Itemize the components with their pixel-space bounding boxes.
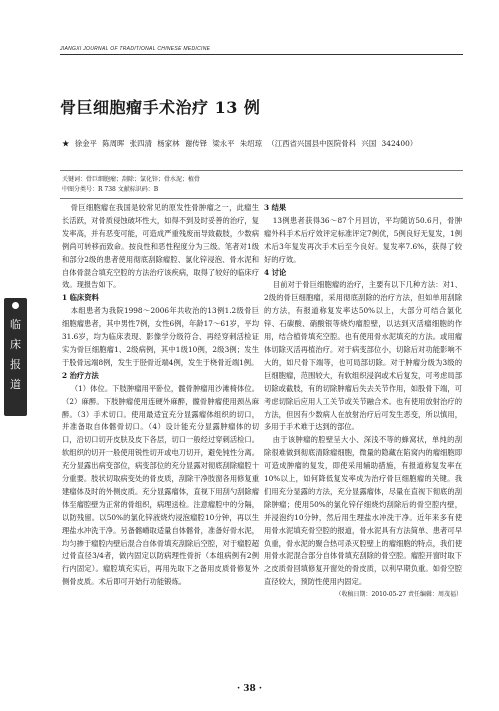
meta-rule-bottom <box>60 198 463 199</box>
discussion-paragraph: 由于该肿瘤的腔壁呈大小、深浅不等的蜂窝状，单纯的刮除很难做到彻底清除瘤细胞，微量的隐藏在陷窝内的瘤细胞即可造成肿瘤的复发，即使采用辅助措施，有报道称复发率在10%以上，如何降低复发率成为治疗骨巨细胞瘤的关键。我们用充分显露的方法，充分显露瘤体，尽量在直视下彻底的刮除肿瘤；使用50%的氯化锌仔细烧灼刮除后的骨空腔内壁，并浸泡约10分钟，然后用生理盐水冲洗干净。近年来多有使用骨水泥填充骨空腔的报道，骨水泥具有方法简单、患者可早负重，骨水泥的聚合热可杀灭腔壁上的瘤细胞的特点，我们使用骨水泥混合部分自体骨填充刮除的骨空腔。瘤腔开窗时取下之皮质骨回填修复开窗处的骨皮质，以利早期负重。如骨空腔直径较大，预防性使用内固定。 <box>264 435 462 587</box>
article-title: 骨巨细胞瘤手术治疗 13 例 <box>60 98 261 117</box>
keywords-block <box>62 175 200 195</box>
right-column <box>264 202 462 602</box>
side-tab-char: 报 <box>10 358 21 371</box>
classification-line: 中图分类号：R 738 文献标识码：B <box>62 186 159 193</box>
side-tab-char: 床 <box>10 338 21 351</box>
discussion-paragraph: 目前对于骨巨细胞瘤的治疗，主要有以下几种方法：对1、2级的骨巨细胞瘤，采用彻底刮除的治疗方法，但如单用刮除的方法，有报道称复发率达50%以上，大部分可结合氯化锌、石碳酸、硝酸银等烧灼瘤腔壁，以达到灭活瘤细胞的作用，结合植骨填充空腔。也有使用骨水泥填充的方法。或用瘤体切除灭活再植治疗。对于病变部位小，切除后对功能影响不大的，如尺骨下端等，也可局部切除。对于肿瘤分级为3级的巨细胞瘤，范围较大，有软组织浸润或术后复发，可考虑局部切除或截肢，有的切除肿瘤后失去关节作用，如股骨下端，可考虑切除后应用人工关节或关节融合术。也有使用放射治疗的方法，但因有少数病人在放射治疗后可发生恶变，所以慎用，多用于手术难于达到的部位。 <box>264 280 462 432</box>
authors-line: ★ 徐金平 陈周晖 张四清 杨家林 谢传铎 梁永平 朱绍琼 （江西省兴国县中医院骨科 兴国 342400） <box>62 139 418 148</box>
received-date-note: （收稿日期：2010-05-27 责任编辑：周茂福） <box>335 591 462 599</box>
side-tab-char: 临 <box>10 318 21 331</box>
results-paragraph: 13例患者获得36～87个月回访，平均随访50.6月，骨肿瘤外科手术后疗效评定标准评定7例优，5例良好无复发，1例术后3年复发再次手术后至今良好。复发率7.6%，获得了较好的疗效。 <box>264 215 462 264</box>
meta-rule-top <box>60 170 463 171</box>
keywords: 关键词：骨巨细胞瘤；刮除；氯化锌；骨水泥；植骨 <box>62 176 201 183</box>
section-heading-method: 2 治疗方法 <box>62 370 99 380</box>
side-tab-char: 道 <box>10 378 21 391</box>
intro-paragraph: 骨巨细胞瘤在我国是较常见的原发性骨肿瘤之一，此瘤生长活跃，对骨质侵蚀破坏性大，如得不到及时妥善的治疗，复发率高，并有恶变可能，可造成严重残废而导致截肢，少数病例尚可转移而致命。按良性和恶性程度分为三级。笔者对1级和部分2级的患者使用彻底刮除瘤腔、氯化锌浸泡、骨水泥和自体骨混合填充空腔的方法治疗该疾病，取得了较好的临床疗效。现报告如下。 <box>62 203 260 290</box>
section-heading-results: 3 结果 <box>264 203 287 212</box>
left-column <box>62 202 259 589</box>
header-rule <box>60 54 463 55</box>
section-heading-clinical-data: 1 临床资料 <box>62 293 99 303</box>
side-tab-clinical-report <box>4 298 27 416</box>
journal-header: JIANGXI JOURNAL OF TRADITIONAL CHINESE MEDICINE <box>60 46 211 52</box>
section-heading-discussion: 4 讨论 <box>264 267 287 277</box>
bullet-dot-icon <box>12 302 19 309</box>
method-paragraph: （1）体位。下肢肿瘤用平卧位，髋骨肿瘤用沙滩椅体位。（2）麻醉。下肢肿瘤使用连硬外麻醉，髋骨肿瘤使用颈丛麻醉。（3）手术切口。使用最适宜充分显露瘤体组织的切口，并准备取自体髂骨切口。（4）设计能充分显露肿瘤体的切口，沿切口切开皮肤及皮下各层，切口一般经过穿刺活检口。软组织的切开一般使用锐性切开或电刀切开，避免钝性分离。充分显露出病变部位，病变部位的充分显露对彻底刮除瘤腔十分重要。肢状切取病变处的骨皮质，刮除干净肢窗各用修复重建瘤体及时的外侧皮质。充分显露瘤体，直视下用刮勺刮除瘤体至瘤腔壁为正常的骨组织，病理送检。注意瘤腔中的分隔，以防残留。以50%的氯化锌液烧灼浸泡瘤腔10分钟，再以生理盐水冲洗干净。另备髂嵴取适量自体髂骨，准备好骨水泥，均匀掺于瘤腔内壁后混合自体骨填充刮除后空腔，对于瘤腔超过骨直径3/4者，做内固定以防病理性骨折（本组病例有2例行内固定）。瘤腔填充实后，再用先取下之备用皮质骨修复外侧骨皮质。术后即可开始行功能锻炼。 <box>62 383 260 587</box>
clinical-data-paragraph: 本组患者为我院1998～2006年共收治的13例1.2级骨巨细胞瘤患者，其中男性7例，女性6例，年龄17～61岁，平均31.6岁，均为临床表现、影像学分级符合、再经穿刺活检证实为骨巨细胞瘤1、2级病例，其中1级10例，2级3例；发生于股骨远端8例，发生于胫骨近端4例，发生于桡骨近端1例。 <box>62 306 259 367</box>
page-number: · 38 · <box>236 684 263 694</box>
